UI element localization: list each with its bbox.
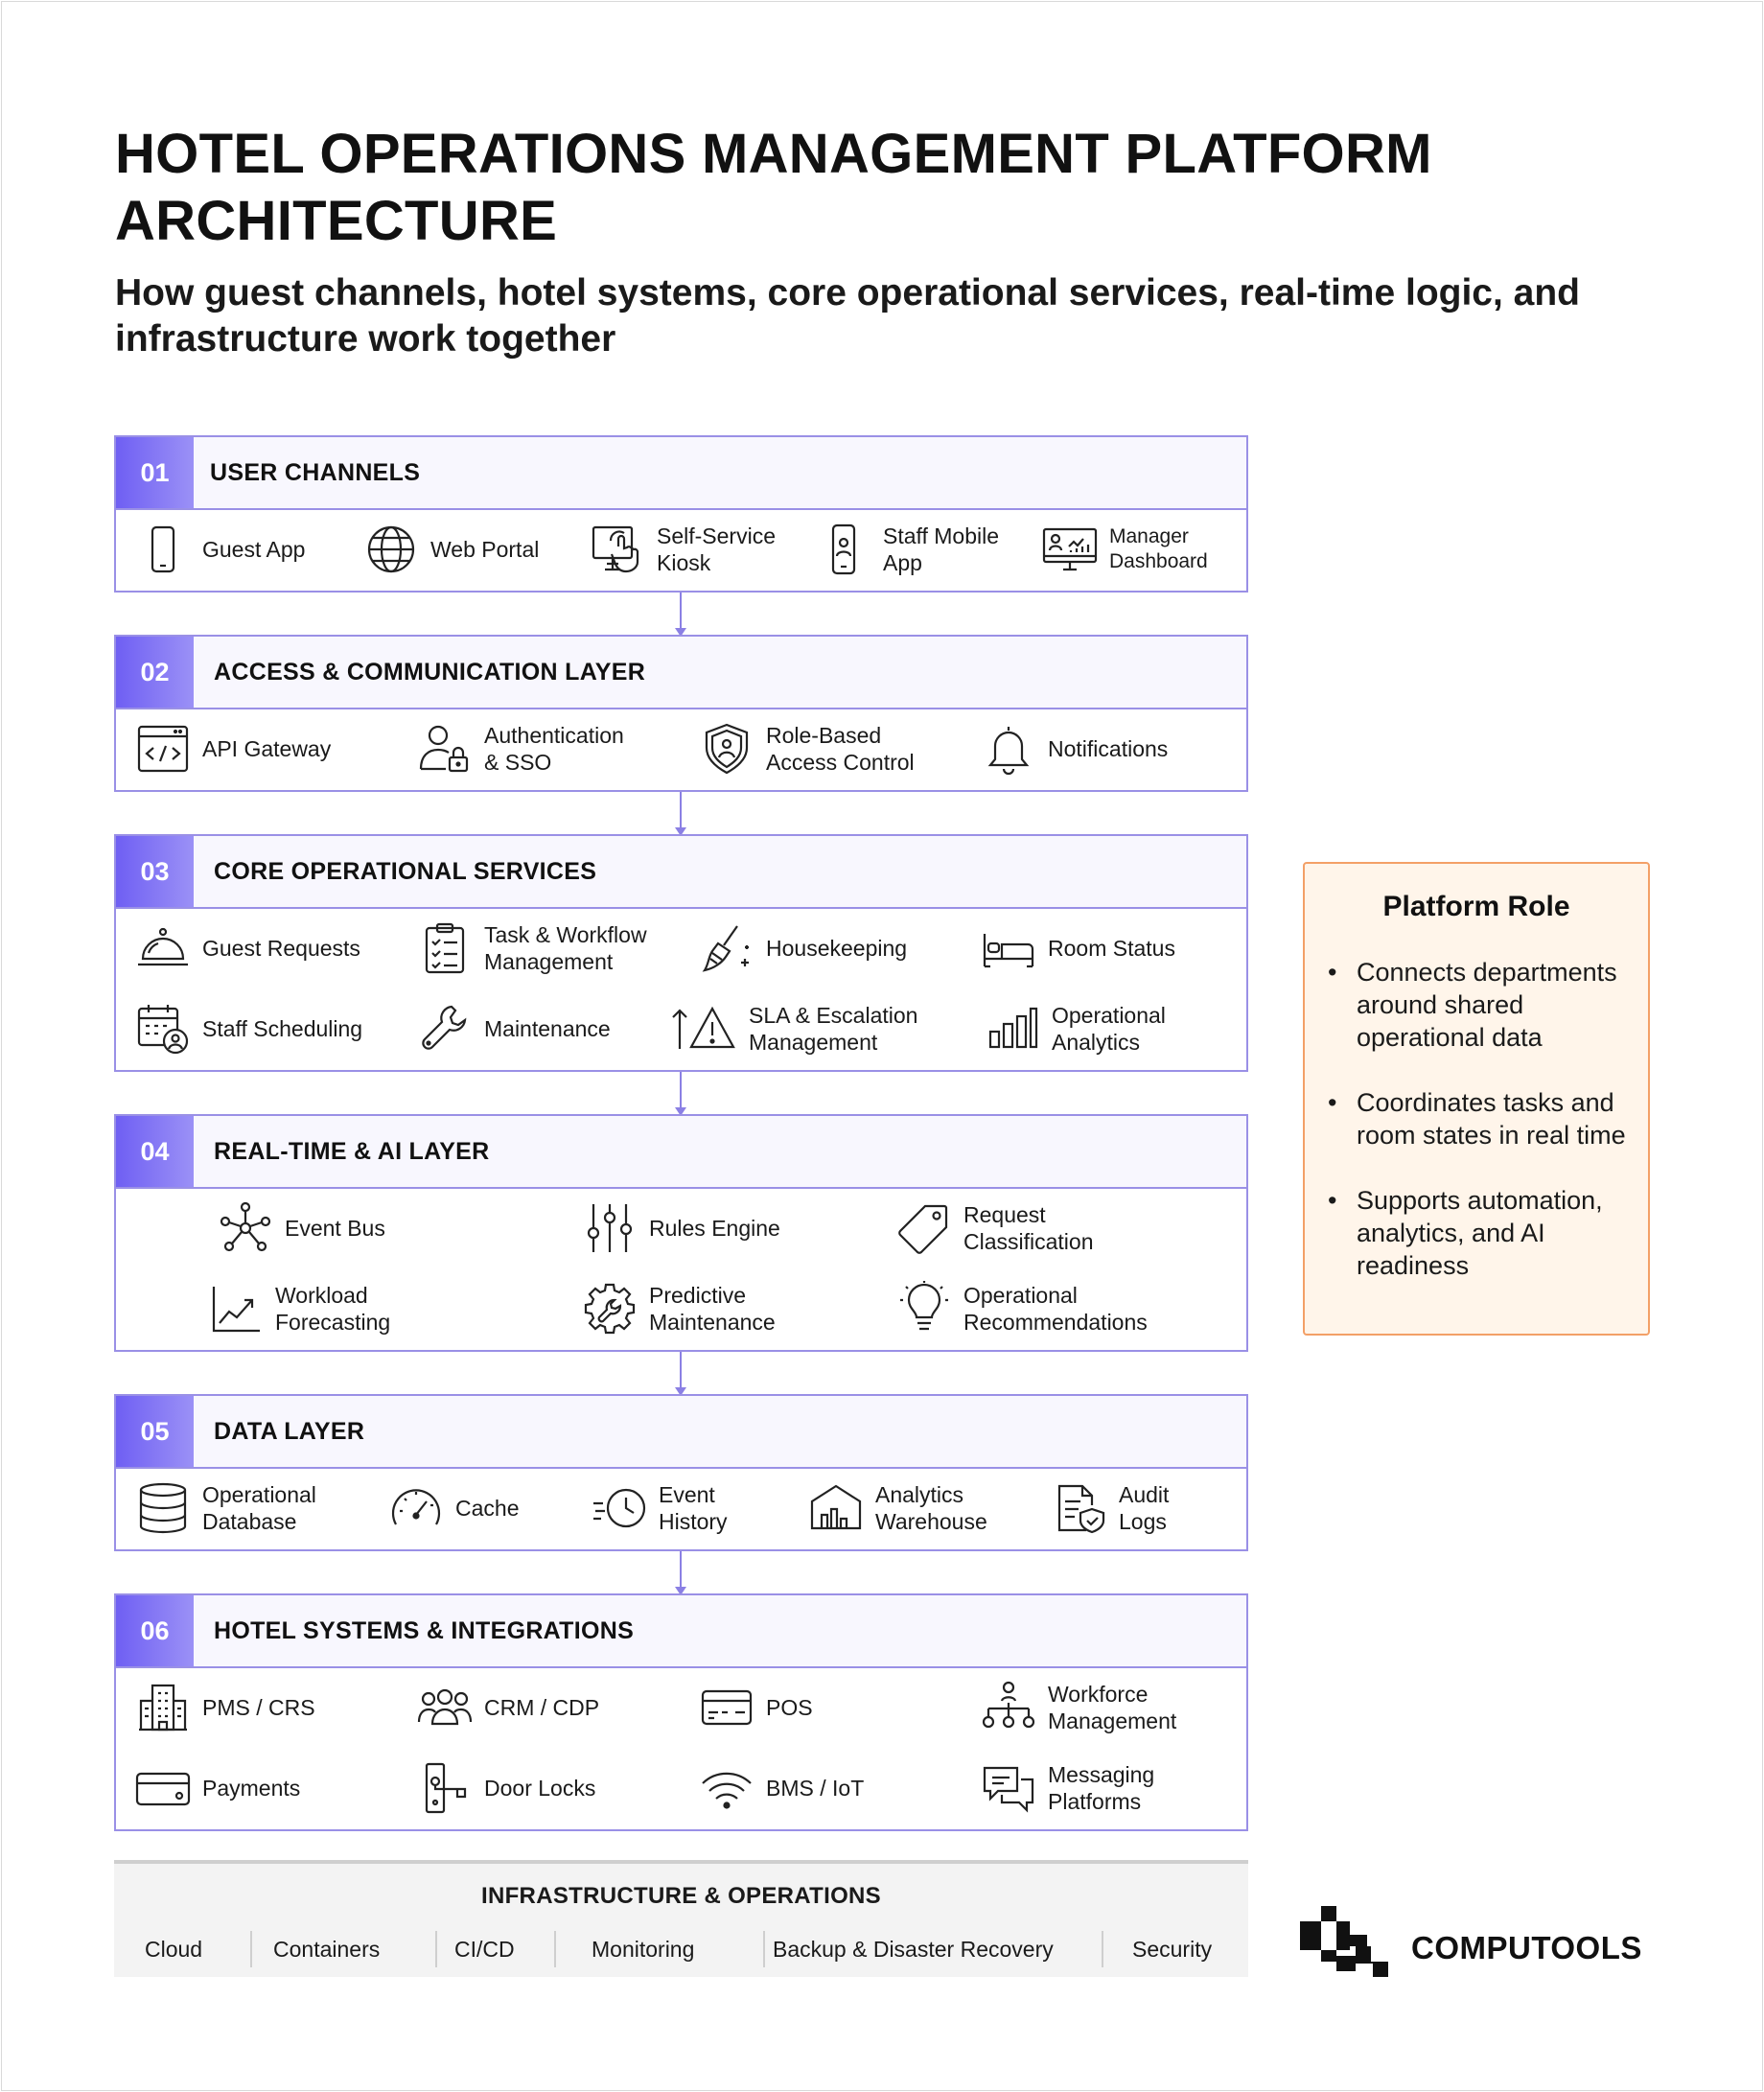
layer-user-channels [114,435,1248,593]
infrastructure-title: INFRASTRUCTURE & OPERATIONS [481,1883,881,1909]
layer-title: ACCESS & COMMUNICATION LAYER [214,658,646,686]
lightbulb-icon [896,1281,952,1337]
trend-chart-icon [208,1281,264,1337]
gear-wrench-icon [582,1281,638,1337]
platform-role-bullet: • Coordinates tasks and room states in real time [1328,1086,1644,1151]
layer-access-communication [114,635,1248,792]
layer-hotel-systems [114,1593,1248,1831]
layer-title: HOTEL SYSTEMS & INTEGRATIONS [214,1616,635,1644]
user-lock-icon [417,721,473,777]
item-label: Event Bus [285,1216,385,1241]
item-label: Staff Scheduling [202,1016,363,1041]
page-subtitle: How guest channels, hotel systems, core operational services, real-time logic, and infrastructure work together [115,272,1581,360]
sliders-icon [582,1200,638,1256]
layer-number: 03 [116,836,194,907]
layer-number: 05 [116,1396,194,1467]
flow-arrow [680,1352,682,1394]
code-window-icon [135,721,191,777]
platform-role-list [1328,956,1644,1314]
infra-item-security: Security [1132,1937,1213,1962]
wrench-icon [417,1001,473,1057]
page-title: HOTEL OPERATIONS MANAGEMENT PLATFORM ARCHITECTURE [115,123,1432,252]
layer-title: REAL-TIME & AI LAYER [214,1137,490,1165]
layer-core-operational-services [114,834,1248,1072]
layer-number: 06 [116,1595,194,1666]
item-label: BMS / IoT [766,1776,865,1801]
flow-arrow [680,792,682,834]
item-label: Notifications [1048,736,1169,761]
org-hierarchy-icon [981,1680,1036,1735]
infra-divider [435,1931,437,1967]
credit-card-icon [135,1760,191,1816]
infra-item-cloud: Cloud [145,1937,203,1962]
infra-item-monitoring: Monitoring [592,1937,695,1962]
layer-header [116,1116,1246,1189]
item-label: Guest Requests [202,936,360,961]
layer-title: CORE OPERATIONAL SERVICES [214,857,597,885]
item-label: Analytics Warehouse [875,1482,987,1534]
platform-role-bullet: • Connects departments around shared operational data [1328,956,1644,1054]
layer-number: 04 [116,1116,194,1187]
calendar-user-icon [135,1001,191,1057]
item-label: Payments [202,1776,301,1801]
bar-chart-icon [985,1001,1040,1057]
item-label: Messaging Platforms [1048,1762,1155,1814]
smartphone-icon [135,522,191,577]
infra-item-containers: Containers [273,1937,381,1962]
layer-title: USER CHANNELS [210,458,421,486]
bed-icon [981,920,1036,976]
clipboard-checklist-icon [417,920,473,976]
dashboard-monitor-icon [1042,522,1098,577]
item-label: Request Classification [963,1202,1094,1254]
tag-icon [896,1200,952,1256]
item-label: API Gateway [202,736,332,761]
item-label: Predictive Maintenance [649,1283,776,1335]
platform-role-title: Platform Role [1382,891,1570,922]
item-label: Rules Engine [649,1216,780,1241]
layer-header [116,1595,1246,1668]
item-label: Authentication & SSO [484,723,624,775]
globe-icon [363,522,419,577]
users-group-icon [417,1680,473,1735]
item-label: Manager Dashboard [1109,525,1208,572]
item-label: POS [766,1695,813,1720]
item-label: Door Locks [484,1776,596,1801]
infra-item-backup: Backup & Disaster Recovery [773,1937,1054,1962]
chat-bubbles-icon [981,1760,1036,1816]
flow-arrow [680,593,682,635]
item-label: Task & Workflow Management [484,922,647,974]
item-label: CRM / CDP [484,1695,600,1720]
wifi-icon [699,1760,754,1816]
item-label: Audit Logs [1119,1482,1170,1534]
layer-title: DATA LAYER [214,1417,365,1445]
item-label: Cache [455,1496,520,1521]
door-lock-icon [417,1760,473,1816]
infrastructure-bar [114,1860,1248,1977]
layer-header [116,437,1246,510]
escalation-warning-icon [670,1001,737,1057]
item-label: Operational Recommendations [963,1283,1148,1335]
item-label: Web Portal [430,537,540,562]
infra-divider [554,1931,556,1967]
item-label: SLA & Escalation Management [749,1003,918,1055]
pos-card-icon [699,1680,754,1735]
item-label: Operational Analytics [1052,1003,1166,1055]
flow-arrow [680,1551,682,1593]
layer-data [114,1394,1248,1551]
platform-role-panel [1303,862,1650,1336]
item-label: Guest App [202,537,306,562]
clock-history-icon [592,1480,647,1536]
item-label: Operational Database [202,1482,316,1534]
item-label: Self-Service Kiosk [657,523,776,575]
network-nodes-icon [218,1200,273,1256]
building-icon [135,1680,191,1735]
infra-divider [250,1931,252,1967]
item-label: PMS / CRS [202,1695,315,1720]
item-label: Event History [659,1482,728,1534]
layer-real-time-ai [114,1114,1248,1352]
item-label: Role-Based Access Control [766,723,915,775]
item-label: Housekeeping [766,936,908,961]
platform-role-bullet: • Supports automation, analytics, and AI readiness [1328,1184,1644,1282]
item-label: Workforce Management [1048,1682,1177,1733]
layer-header [116,1396,1246,1469]
staff-mobile-icon [816,522,871,577]
bell-icon [981,721,1036,777]
item-label: Staff Mobile App [883,523,1000,575]
document-shield-icon [1052,1480,1107,1536]
warehouse-icon [808,1480,864,1536]
cloche-icon [135,920,191,976]
layer-header [116,836,1246,909]
layer-header [116,637,1246,709]
gauge-icon [388,1480,444,1536]
infra-divider [1102,1931,1103,1967]
item-label: Maintenance [484,1016,611,1041]
layer-number: 01 [116,437,194,508]
computools-logo [1300,1906,1642,1977]
database-icon [135,1480,191,1536]
layer-number: 02 [116,637,194,708]
shield-user-icon [699,721,754,777]
kiosk-touch-icon [590,522,645,577]
infra-item-cicd: CI/CD [454,1937,515,1962]
computools-logo-icon [1300,1906,1388,1977]
flow-arrow [680,1072,682,1114]
computools-logo-text: COMPUTOOLS [1411,1930,1642,1965]
broom-icon [699,920,754,976]
item-label: Workload Forecasting [275,1283,391,1335]
item-label: Room Status [1048,936,1175,961]
infra-divider [763,1931,765,1967]
